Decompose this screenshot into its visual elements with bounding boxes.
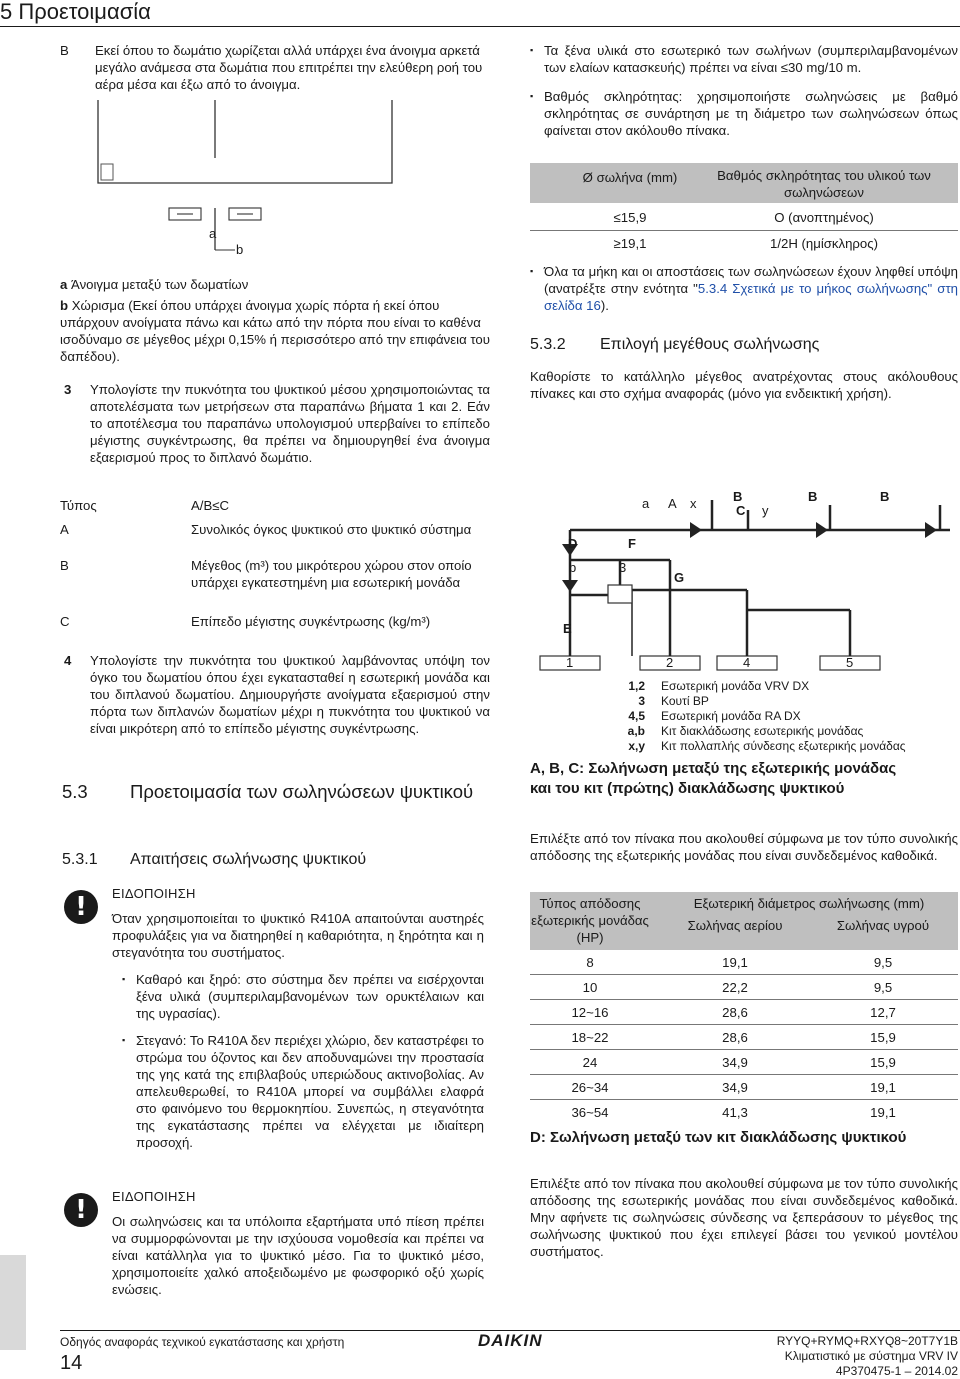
legend-text: Κιτ διακλάδωσης εσωτερικής μονάδας: [661, 724, 864, 738]
figure-label-a: a: [209, 226, 217, 241]
notice-bullet: ▪ Στεγανό: Το R410A δεν περιέχει χλώριο, δεν καταστρέφει το στρώμα του όζοντος και δεν αποδυναμώνει την προστασία της γης κατά της επιβλαβούς υπεριώδους ακτινοβολίας. Αν απελευθερωθεί, το R410A μπορεί να συμβάλλει ελαφρά στο φαινόμενο του θερμοκηπίου. Συνεπώς, η στεγανότητα της εγκατάστασης πρέπει να ελέγχεται με ιδιαίτερη προσοχή.: [122, 1032, 484, 1151]
legend-b-key: b: [60, 298, 69, 313]
table-cell: 19,1: [722, 955, 748, 970]
table-cell: 9,5: [873, 980, 893, 995]
step-4-number: 4: [64, 653, 72, 668]
exclamation-icon: !: [64, 890, 98, 924]
table-cell: 12~16: [571, 1005, 609, 1020]
fig-label: C: [736, 503, 746, 518]
notice-1: [112, 885, 484, 1151]
fig-label: b: [569, 560, 577, 575]
legend-text: Εσωτερική μονάδα RA DX: [661, 709, 801, 723]
legend-text: Εσωτερική μονάδα VRV DX: [661, 679, 810, 693]
section-number: 5.3: [62, 781, 88, 802]
notice-title: ΕΙΔΟΠΟΙΗΣΗ: [112, 886, 196, 901]
legend-key: x,y: [628, 739, 645, 753]
step-4-text: Υπολογίστε την πυκνότητα του ψυκτικού λαμβάνοντας υπόψη τον όγκο του δωματίου όπου έχει εγκατασταθεί η εσωτερική μονάδα και του διπλανού δωματίου. Δημιουργήστε ανοίγματα εξαερισμού στην πόρτα των διπλανών δωματίων μέχρι η πυκνότητα του ψυκτικού να είναι μικρότερη από το επίπεδο μέγιστης συγκέντρωσης.: [90, 653, 490, 736]
room-figure: [95, 100, 395, 260]
notice-bullet: ▪ Καθαρό και ξηρό: στο σύστημα δεν πρέπει να εισέρχονται ξένα υλικά (συμπεριλαμβανομένων των ορυκτέλαιων και της υγρασίας).: [122, 971, 484, 1022]
b-row-label: B: [60, 43, 69, 58]
room-outline-left: [98, 100, 245, 183]
table-row: [530, 1075, 958, 1100]
legend-key: 3: [638, 694, 645, 708]
fig-label: D: [568, 536, 578, 551]
daikin-logo: DAIKIN: [478, 1331, 543, 1350]
notice-title: ΕΙΔΟΠΟΙΗΣΗ: [112, 1189, 196, 1204]
type-table-key: A: [60, 522, 69, 537]
table-cell: 1/2H (ημίσκληρος): [769, 236, 879, 251]
type-table-key: C: [60, 614, 70, 629]
notice-text: Οι σωληνώσεις και τα υπόλοιπα εξαρτήματα υπό πίεση πρέπει να συμμορφώνονται με την ισχύουσα νομοθεσία και πρέπει να είναι κατάλληλα για το ψυκτικό μέσο. Για το ψυκτικό μέσο, χρησιμοποιείτε χαλκό αποξειδωμένο με φωσφορικό οξύ χωρίς ενώσεις.: [112, 1214, 484, 1297]
footer-model: RYYQ+RYMQ+RXYQ8~20T7Y1B: [776, 1334, 958, 1348]
pipe-table-body: [530, 950, 958, 1124]
legend-key: 1,2: [628, 679, 645, 693]
section-5-3-heading: [60, 780, 490, 804]
section-5-3-1-heading: [60, 850, 490, 870]
section-number: 5.3.2: [530, 336, 566, 353]
type-table-value: Συνολικός όγκος ψυκτικού στο ψυκτικό σύστημα: [191, 522, 472, 537]
type-table-value: A/B≤C: [191, 498, 230, 513]
section-number: 5.3.1: [62, 851, 98, 868]
table-row: [530, 231, 958, 255]
table-cell: 12,7: [870, 1005, 896, 1020]
table-cell: 24: [582, 1055, 598, 1070]
table-row: [530, 1025, 958, 1050]
table-row: [530, 1050, 958, 1075]
step-4: [60, 652, 490, 737]
fig-label: B: [733, 489, 743, 504]
table-cell: 22,2: [722, 980, 748, 995]
section-5-3-2-text: Καθορίστε το κατάλληλο μέγεθος ανατρέχοντας στους ακόλουθους πίνακες και στο σχήμα αναφοράς (μόνο για ενδεικτική χρήση).: [530, 369, 958, 401]
table-cell: ≤15,9: [613, 210, 647, 225]
table-cell: 34,9: [722, 1080, 748, 1095]
footer-right: [640, 1334, 958, 1379]
fig-label: E: [563, 621, 572, 636]
fig-label: a: [642, 496, 650, 511]
legend-text: Κιτ πολλαπλής σύνδεσης εξωτερικής μονάδας: [661, 739, 906, 753]
hardness-header-grade: Βαθμός σκληρότητας του υλικού των σωληνώσεων: [717, 168, 931, 200]
fig-label: F: [628, 536, 636, 551]
table-cell: 41,3: [722, 1105, 748, 1120]
bullet-lengths-end: ).: [600, 298, 609, 313]
piping-reference-figure: [530, 480, 960, 675]
link-section-5-3-4[interactable]: 5.3.4 Σχετικά με το μήκος σωλήνωσης" στη σελίδα 16: [544, 281, 958, 313]
fig-label: 3: [619, 560, 627, 575]
header-gas: Σωλήνας αερίου: [687, 918, 783, 933]
header-type: Τύπος απόδοσης εξωτερικής μονάδας (HP): [531, 896, 649, 945]
legend-b-text: Χώρισμα (Εκεί όπου υπάρχει άνοιγμα χωρίς πόρτα ή εκεί όπου υπάρχουν ανοίγματα πάνω και κάτω από την πόρτα που είναι το καθένα ισοδύναμο σε μέγεθος μέχρι 0,15% ή περισσότερο από την επιφάνεια του δαπέδου).: [60, 298, 490, 364]
table-cell: 15,9: [870, 1030, 896, 1045]
exclamation-icon: !: [64, 1193, 98, 1227]
branch-kit: [562, 580, 578, 592]
legend-key: a,b: [627, 724, 645, 738]
hardness-table: [530, 163, 958, 255]
bullet-lengths-text: Όλα τα μήκη και οι αποστάσεις των σωληνώσεων έχουν ληφθεί υπόψη (ανατρέξτε στην ενότητα ": [544, 264, 958, 296]
table-row: [530, 206, 958, 231]
fig-label: B: [808, 489, 818, 504]
table-cell: ≥19,1: [613, 236, 647, 251]
table-cell: 10: [582, 980, 598, 995]
legend-key: 4,5: [628, 709, 645, 723]
table-cell: 19,1: [870, 1105, 896, 1120]
legend-a-key: a: [60, 277, 68, 292]
branch-kit: [816, 522, 828, 538]
type-table-value: Μέγεθος (m³) του μικρότερου χώρου στον οποίο υπάρχει εγκατεστημένη μια εσωτερική μονάδα: [191, 558, 472, 590]
figure-label-b: b: [236, 242, 244, 257]
footer-manual-title: Οδηγός αναφοράς τεχνικού εγκατάστασης και χρήστη: [60, 1335, 345, 1349]
legend-text: Κουτί BP: [661, 694, 709, 708]
table-cell: 36~54: [571, 1105, 609, 1120]
section-5-3-2-heading: [530, 335, 958, 355]
table-cell: 26~34: [571, 1080, 609, 1095]
notice-text: Όταν χρησιμοποιείται το ψυκτικό R410A απαιτούνται αυστηρές προφυλάξεις για να διατηρηθεί η καθαριότητα, η ξηρότητα και η στεγανότητα του συστήματος.: [112, 911, 484, 960]
table-row: [530, 1100, 958, 1124]
hardness-table-header: [530, 163, 958, 203]
notice-2: [112, 1188, 484, 1298]
figure-legend: [530, 679, 958, 754]
figure-legend-left: [60, 276, 490, 365]
section-title: Απαιτήσεις σωλήνωσης ψυκτικού: [130, 851, 367, 868]
type-table-value: Επίπεδο μέγιστης συγκέντρωσης (kg/m³): [191, 614, 431, 629]
fig-label: B: [880, 489, 890, 504]
pipe-diameter-table: [530, 892, 958, 1124]
table-cell: 28,6: [722, 1030, 748, 1045]
step-3-text: Υπολογίστε την πυκνότητα του ψυκτικού μέσου χρησιμοποιώντας τα αποτελέσματα των μετρήσεων στα παραπάνω βήματα 1 και 2. Εάν το αποτέλεσμα του παραπάνω υπολογισμού υπερβαίνει το επίπεδο μέγιστης συγκέντρωσης, θα πρέπει να δημιουργηθεί ένα άνοιγμα εξαερισμού προς το διπλανό δωμάτιο.: [90, 382, 490, 465]
footer-product: Κλιματιστικό με σύστημα VRV IV: [784, 1349, 958, 1363]
table-cell: 8: [586, 955, 594, 970]
bullet-hardness: ▪ Βαθμός σκληρότητας: χρησιμοποιήστε σωληνώσεις με βαθμό σκληρότητας σε συνάρτηση με τη διάμετρο των σωληνώσεων όπως φαίνεται στον ακόλουθο πίνακα.: [530, 88, 958, 139]
b-row: [60, 42, 490, 93]
type-table-key: Τύπος: [60, 498, 97, 513]
b-row-text: Εκεί όπου το δωμάτιο χωρίζεται αλλά υπάρχει ένα άνοιγμα αρκετά μεγάλο ανάμεσα στα δωμάτια που επιτρέπει την ελεύθερη ροή του αέρα μέσα και έξω από το άνοιγμα.: [95, 43, 483, 92]
table-cell: 19,1: [870, 1080, 896, 1095]
unit-number: 4: [743, 655, 751, 670]
page-title: 5 Προετοιμασία: [0, 0, 151, 24]
type-table-key: B: [60, 558, 69, 573]
bp-box: [608, 585, 632, 603]
unit-number: 2: [666, 655, 674, 670]
section-abc-heading: A, B, C: Σωλήνωση μεταξύ της εξωτερικής μονάδας και του κιτ (πρώτης) διακλάδωσης ψυκτικού: [530, 760, 897, 797]
right-bullets-top: [530, 42, 958, 139]
table-cell: 15,9: [870, 1055, 896, 1070]
table-cell: 9,5: [873, 955, 893, 970]
unit-number: 5: [846, 655, 854, 670]
fig-label: A: [668, 496, 677, 511]
branch-kit: [925, 522, 937, 538]
branch-kit: [690, 522, 702, 538]
type-table: [60, 497, 490, 633]
fig-label: x: [690, 496, 697, 511]
table-cell: 34,9: [722, 1055, 748, 1070]
section-abc-text: Επιλέξτε από τον πίνακα που ακολουθεί σύμφωνα με τον τύπο συνολικής απόδοσης της εξωτερικής μονάδας που είναι συνδεδεμένος καθοδικά.: [530, 831, 958, 863]
section-title: Επιλογή μεγέθους σωλήνωσης: [600, 336, 820, 353]
hardness-header-diameter: Ø σωλήνα (mm): [582, 170, 678, 185]
header-diameter: Εξωτερική διάμετρος σωλήνωσης (mm): [693, 896, 925, 911]
section-d-heading: D: Σωλήνωση μεταξύ των κιτ διακλάδωσης ψυκτικού: [530, 1129, 907, 1146]
table-row: [530, 975, 958, 1000]
step-3-number: 3: [64, 382, 72, 397]
table-row: [530, 950, 958, 975]
unit-number: 1: [566, 655, 574, 670]
page-header: [0, 0, 960, 27]
section-title: Προετοιμασία των σωληνώσεων ψυκτικού: [130, 781, 474, 802]
fig-label: y: [762, 503, 769, 518]
table-cell: 18~22: [571, 1030, 609, 1045]
table-cell: O (ανοπτημένος): [774, 210, 874, 225]
room-outline-right: [245, 100, 392, 183]
door-frame: [101, 164, 113, 180]
bullet-lengths: [530, 263, 958, 314]
bullet-foreign-material: ▪ Τα ξένα υλικά στο εσωτερικό των σωλήνων (συμπεριλαμβανομένων των ελαίων κατασκευής) πρέπει να είναι ≤30 mg/10 m.: [530, 42, 958, 76]
table-cell: 28,6: [722, 1005, 748, 1020]
fig-label: G: [674, 570, 685, 585]
section-d-text: Επιλέξτε από τον πίνακα που ακολουθεί σύμφωνα με τον τύπο συνολικής απόδοσης της εσωτερικής μονάδας που είναι συνδεδεμένος καθοδικά. Μην αφήνετε τις σωληνώσεις σύνδεσης να ξεπεράσουν το μέγεθος της σωλήνωσης ψυκτικού που έχει επιλεγεί βάσει του γενικού μοντέλου συστήματος.: [530, 1176, 958, 1259]
legend-a-text: Άνοιγμα μεταξύ των δωματίων: [71, 277, 249, 292]
side-tab: [0, 1255, 26, 1350]
step-3: [60, 381, 490, 466]
page-number: 14: [60, 1352, 83, 1374]
table-row: [530, 1000, 958, 1025]
header-liquid: Σωλήνας υγρού: [836, 918, 930, 933]
pipe-table-header: [530, 892, 958, 950]
footer-code: 4P370475-1 – 2014.02: [835, 1364, 958, 1378]
